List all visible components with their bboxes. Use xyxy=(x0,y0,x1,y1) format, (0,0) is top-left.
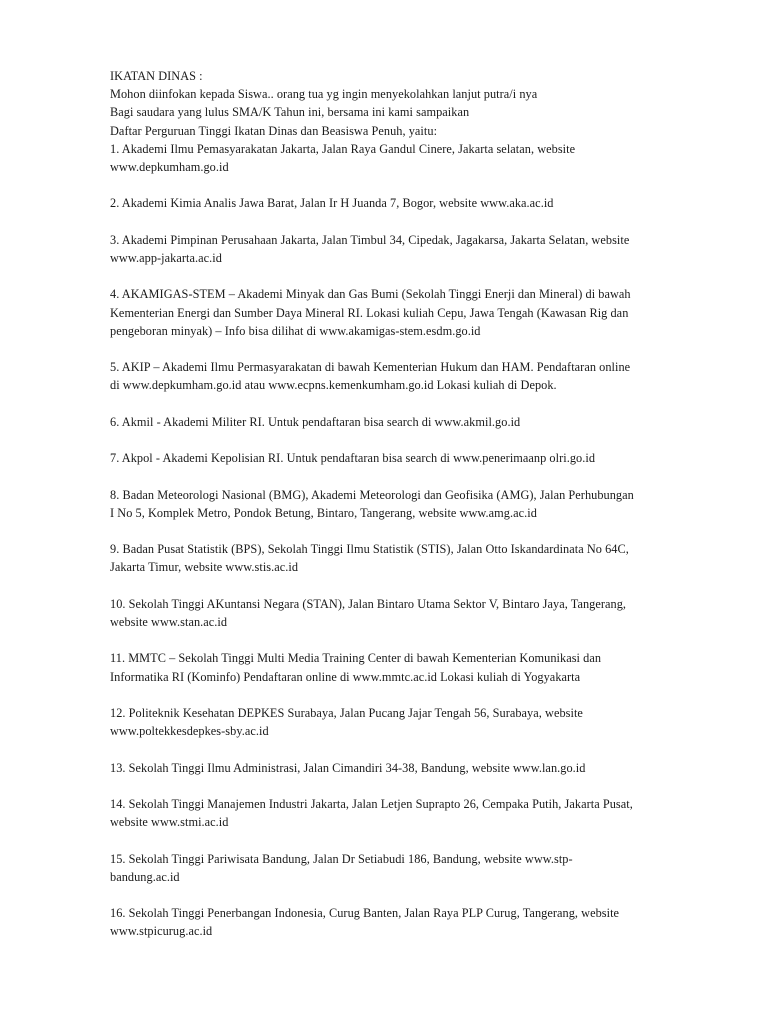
list-item-text: 2. Akademi Kimia Analis Jawa Barat, Jalan Ir H Juanda 7, Bogor, website www.aka.ac.id xyxy=(110,196,554,211)
list-item-14 xyxy=(110,795,670,831)
document-body xyxy=(110,67,670,941)
list-item-text: 14. Sekolah Tinggi Manajemen Industri Jakarta, Jalan Letjen Suprapto 26, Cempaka Putih, Jakarta Pusat, xyxy=(110,796,633,811)
list-item-13 xyxy=(110,759,670,777)
list-item-text: I No 5, Komplek Metro, Pondok Betung, Bintaro, Tangerang, website www.amg.ac.id xyxy=(110,505,537,520)
list-item-text: 5. AKIP – Akademi Ilmu Permasyarakatan di bawah Kementerian Hukum dan HAM. Pendaftaran online xyxy=(110,360,631,375)
list-item-text: 16. Sekolah Tinggi Penerbangan Indonesia, Curug Banten, Jalan Raya PLP Curug, Tangerang, website xyxy=(110,906,620,921)
list-item-text: 1. Akademi Ilmu Pemasyarakatan Jakarta, Jalan Raya Gandul Cinere, Jakarta selatan, website xyxy=(110,141,576,156)
list-item-text: 15. Sekolah Tinggi Pariwisata Bandung, Jalan Dr Setiabudi 186, Bandung, website www.stp- xyxy=(110,851,573,866)
list-item-text: 6. Akmil - Akademi Militer RI. Untuk pendaftaran bisa search di www.akmil.go.id xyxy=(110,414,521,429)
list-item-text: 9. Badan Pusat Statistik (BPS), Sekolah Tinggi Ilmu Statistik (STIS), Jalan Otto Iskandardinata No 64C, xyxy=(110,542,629,557)
list-item-text: www.stpicurug.ac.id xyxy=(110,924,213,939)
list-item-9 xyxy=(110,540,670,576)
intro-line: Daftar Perguruan Tinggi Ikatan Dinas dan Beasiswa Penuh, yaitu: xyxy=(110,123,438,138)
list-item-text: Informatika RI (Kominfo) Pendaftaran online di www.mmtc.ac.id Lokasi kuliah di Yogyakarta xyxy=(110,669,581,684)
list-item-text: 3. Akademi Pimpinan Perusahaan Jakarta, Jalan Timbul 34, Cipedak, Jagakarsa, Jakarta Selatan, website xyxy=(110,232,630,247)
list-item-text: website www.stan.ac.id xyxy=(110,614,228,629)
list-item-text: www.poltekkesdepkes-sby.ac.id xyxy=(110,724,269,739)
list-item-text: pengeboran minyak) – Info bisa dilihat di www.akamigas-stem.esdm.go.id xyxy=(110,323,481,338)
list-item-text: 11. MMTC – Sekolah Tinggi Multi Media Training Center di bawah Kementerian Komunikasi dan xyxy=(110,651,602,666)
document-heading: IKATAN DINAS : xyxy=(110,69,203,83)
list-item-text: www.depkumham.go.id xyxy=(110,160,229,175)
list-item-10 xyxy=(110,595,670,631)
list-item-1 xyxy=(110,140,670,176)
list-item-12 xyxy=(110,704,670,740)
list-item-3 xyxy=(110,231,670,267)
list-item-text: 12. Politeknik Kesehatan DEPKES Surabaya, Jalan Pucang Jajar Tengah 56, Surabaya, website xyxy=(110,705,583,720)
intro-line: Bagi saudara yang lulus SMA/K Tahun ini, bersama ini kami sampaikan xyxy=(110,105,470,120)
list-item-8 xyxy=(110,486,670,522)
list-item-text: 8. Badan Meteorologi Nasional (BMG), Akademi Meteorologi dan Geofisika (AMG), Jalan Perhubungan xyxy=(110,487,634,502)
list-item-text: 10. Sekolah Tinggi AKuntansi Negara (STAN), Jalan Bintaro Utama Sektor V, Bintaro Jaya, Tangerang, xyxy=(110,596,627,611)
list-item-text: www.app-jakarta.ac.id xyxy=(110,251,222,265)
list-item-text: 7. Akpol - Akademi Kepolisian RI. Untuk pendaftaran bisa search di www.penerimaanp olri.go.id xyxy=(110,451,596,466)
list-item-16 xyxy=(110,904,670,940)
list-item-text: Kementerian Energi dan Sumber Daya Mineral RI. Lokasi kuliah Cepu, Jawa Tengah (Kawasan Rig dan xyxy=(110,305,629,320)
list-item-text: 13. Sekolah Tinggi Ilmu Administrasi, Jalan Cimandiri 34-38, Bandung, website www.lan.go.id xyxy=(110,760,586,775)
list-item-5 xyxy=(110,358,670,394)
list-item-15 xyxy=(110,850,670,886)
list-item-2 xyxy=(110,194,670,212)
list-item-text: di www.depkumham.go.id atau www.ecpns.kemenkumham.go.id Lokasi kuliah di Depok. xyxy=(110,378,557,393)
list-item-4 xyxy=(110,285,670,340)
list-item-6 xyxy=(110,413,670,431)
list-item-text: Jakarta Timur, website www.stis.ac.id xyxy=(110,560,299,575)
list-item-text: bandung.ac.id xyxy=(110,869,180,884)
list-item-7 xyxy=(110,449,670,467)
list-item-text: 4. AKAMIGAS-STEM – Akademi Minyak dan Gas Bumi (Sekolah Tinggi Enerji dan Mineral) di bawah xyxy=(110,287,631,302)
intro-line: Mohon diinfokan kepada Siswa.. orang tua yg ingin menyekolahkan lanjut putra/i nya xyxy=(110,87,538,102)
list-item-11 xyxy=(110,649,670,685)
list-item-text: website www.stmi.ac.id xyxy=(110,815,229,830)
